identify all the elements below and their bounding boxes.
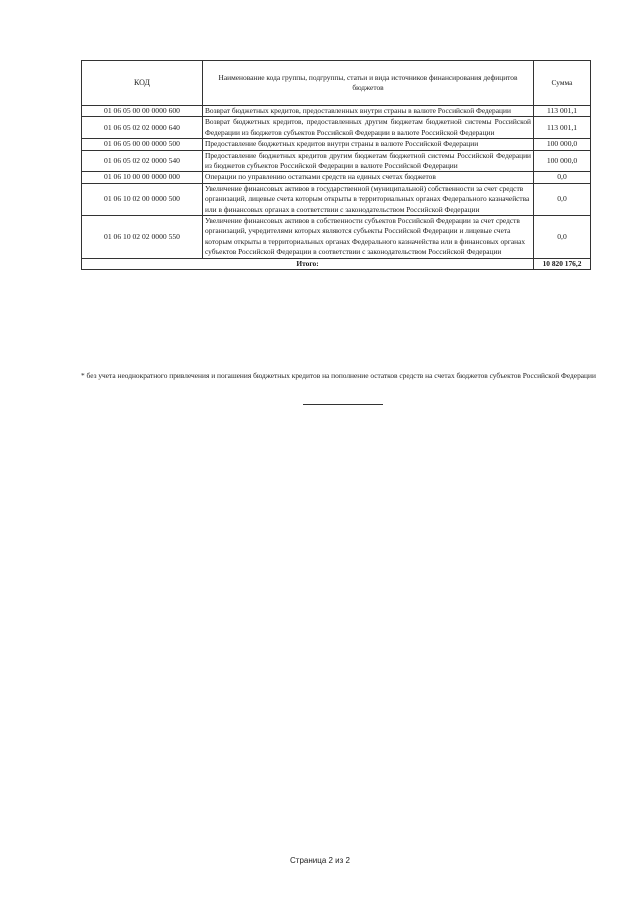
table-row bbox=[82, 139, 591, 150]
row-code: 01 06 10 02 02 0000 550 bbox=[82, 216, 203, 259]
row-sum: 0,0 bbox=[534, 183, 591, 215]
row-sum: 113 001,1 bbox=[534, 106, 591, 117]
row-name: Увеличение финансовых активов в государственной (муниципальной) собственности за счет средств организаций, лицевые счета которым открыты в территориальных органах Федерального казначейства или в финансовых органах в соответствии с законодательством Российской Федерации bbox=[203, 183, 534, 215]
table-row bbox=[82, 150, 591, 172]
row-sum: 0,0 bbox=[534, 216, 591, 259]
row-name: Возврат бюджетных кредитов, предоставленных внутри страны в валюте Российской Федерации bbox=[203, 106, 534, 117]
table-row bbox=[82, 106, 591, 117]
sources-table bbox=[81, 60, 591, 270]
row-name: Увеличение финансовых активов в собственности субъектов Российской Федерации за счет средств организаций, учредителями которых являются субъекты Российской Федерации и лицевые счета которым открыты в территориальных органах Федерального казначейства или в финансовых органах субъектов Российской Федерации в соответствии с законодательством Российской Федерации bbox=[203, 216, 534, 259]
row-code: 01 06 10 02 00 0000 500 bbox=[82, 183, 203, 215]
header-sum: Сумма bbox=[534, 61, 591, 106]
row-sum: 100 000,0 bbox=[534, 150, 591, 172]
table-row bbox=[82, 117, 591, 139]
page-number: Страница 2 из 2 bbox=[290, 856, 350, 865]
row-name: Предоставление бюджетных кредитов внутри страны в валюте Российской Федерации bbox=[203, 139, 534, 150]
row-code: 01 06 10 00 00 0000 000 bbox=[82, 172, 203, 183]
total-row bbox=[82, 258, 591, 269]
row-code: 01 06 05 00 00 0000 600 bbox=[82, 106, 203, 117]
row-sum: 113 001,1 bbox=[534, 117, 591, 139]
table-header-row bbox=[82, 61, 591, 106]
header-code: КОД bbox=[82, 61, 203, 106]
row-code: 01 06 05 02 02 0000 540 bbox=[82, 150, 203, 172]
row-code: 01 06 05 02 02 0000 640 bbox=[82, 117, 203, 139]
table-row bbox=[82, 183, 591, 215]
table-row bbox=[82, 216, 591, 259]
header-name: Наименование кода группы, подгруппы, статьи и вида источников финансирования дефицитов бюджетов bbox=[203, 61, 534, 106]
row-name: Возврат бюджетных кредитов, предоставленных другим бюджетам бюджетной системы Российской Федерации из бюджетов субъектов Российской Федерации в валюте Российской Федерации bbox=[203, 117, 534, 139]
row-name: Предоставление бюджетных кредитов другим бюджетам бюджетной системы Российской Федерации из бюджетов субъектов Российской Федерации в валюте Российской Федерации bbox=[203, 150, 534, 172]
total-sum: 10 820 176,2 bbox=[534, 258, 591, 269]
divider-line bbox=[303, 404, 383, 405]
row-code: 01 06 05 00 00 0000 500 bbox=[82, 139, 203, 150]
table-row bbox=[82, 172, 591, 183]
footnote: * без учета неоднократного привлечения и погашения бюджетных кредитов на пополнение остатков средств на счетах бюджетов субъектов Российской Федерации bbox=[81, 371, 596, 380]
row-sum: 0,0 bbox=[534, 172, 591, 183]
row-sum: 100 000,0 bbox=[534, 139, 591, 150]
total-label: Итого: bbox=[82, 258, 534, 269]
row-name: Операции по управлению остатками средств на единых счетах бюджетов bbox=[203, 172, 534, 183]
